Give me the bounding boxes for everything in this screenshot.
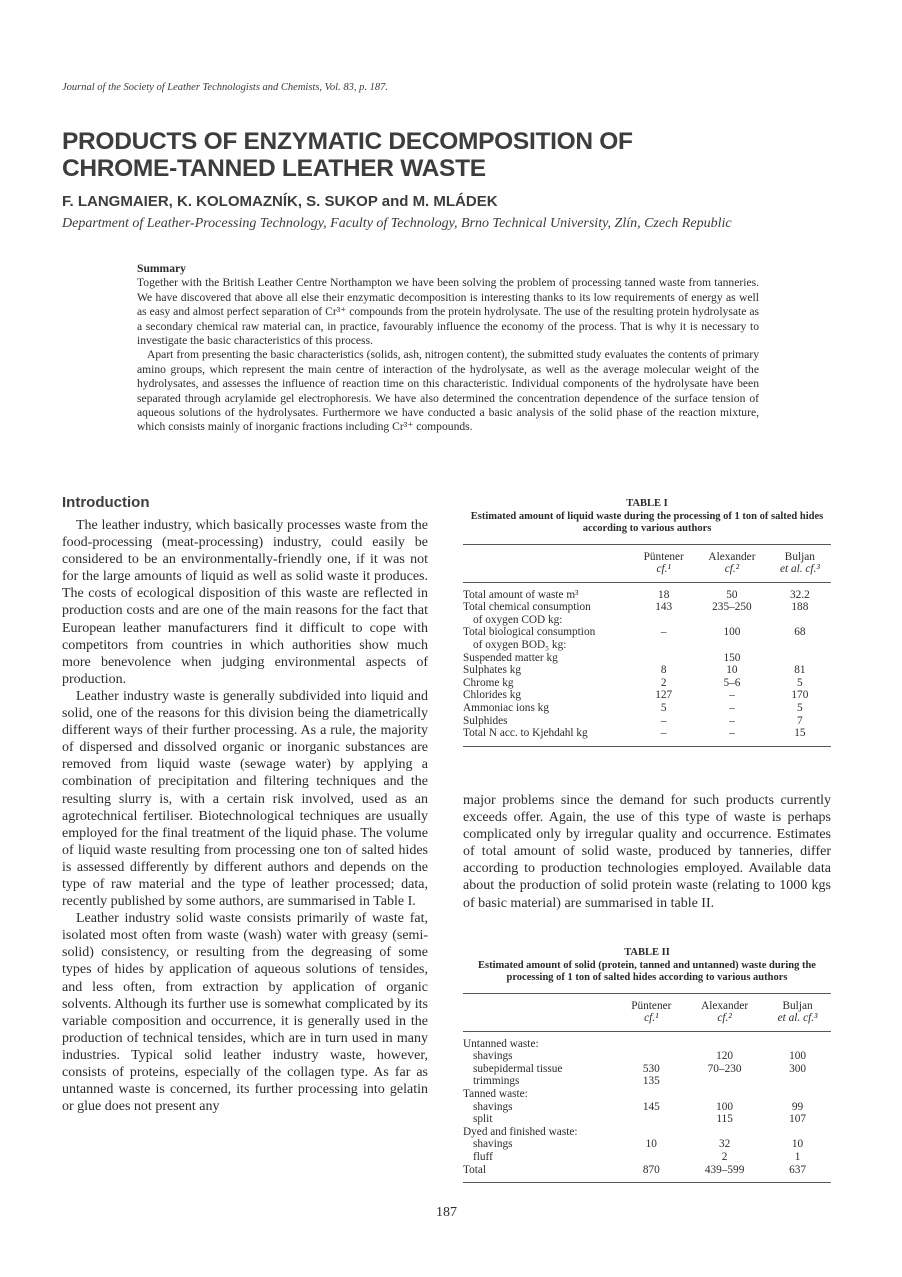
table-1-cell: 143 — [655, 601, 673, 614]
table-1-row-label — [463, 677, 632, 690]
table-2-cell — [764, 1126, 831, 1139]
table-1-row-label — [463, 582, 632, 601]
row-label-text: Suspended matter kg — [463, 651, 558, 664]
table-2-row — [463, 1050, 831, 1063]
title-line-2: CHROME-TANNED LEATHER WASTE — [62, 155, 486, 182]
table-2-cell: 145 — [642, 1100, 660, 1113]
table-2-cell: 10 — [791, 1138, 804, 1151]
table-2-cell: 99 — [791, 1100, 804, 1113]
table-1-cell: 188 — [791, 601, 809, 614]
table-1-cell: – — [729, 702, 735, 715]
table-1-cell: 100 — [723, 626, 741, 639]
table-2-row — [463, 1126, 831, 1139]
table-2-cell: 107 — [789, 1113, 807, 1126]
table-1-cell: 5 — [797, 702, 803, 715]
right-column-text — [463, 792, 831, 912]
row-label-text: Chlorides kg — [463, 689, 522, 702]
table-2-row — [463, 1113, 831, 1126]
title-line-1: PRODUCTS OF ENZYMATIC DECOMPOSITION OF — [62, 128, 633, 155]
summary-paragraph-2: Apart from presenting the basic characteristics (solids, ash, nitrogen content), the submitted study evaluates the contents of primary amino groups, which represent the main centre of interaction of the hydrolysate, as well as the average molecular weight of the hydrolysates, and assesses the influence of reaction time on this characteristic. Individual components of the hydrolysate have been separated through acrylamide gel electrophoresis. We have also determined the concentration dependence of the surface tension of aqueous solutions of the hydrolysates. Furthermore we have conducted a basic analysis of the solid phase of the reaction mixture, which consists mainly of inorganic fractions including Cr³⁺ compounds. — [137, 348, 759, 434]
table-1-cell: – — [729, 727, 735, 740]
table-1-header-col: Alexander cf.² — [708, 550, 756, 576]
table-2 — [463, 993, 831, 1184]
table-1-cell: 8 — [660, 664, 667, 677]
table-2-cell — [764, 1088, 831, 1101]
table-2-cell: 100 — [789, 1050, 807, 1063]
row-label-text: Total chemical consumption — [463, 601, 591, 614]
table-2-cell — [685, 1075, 764, 1088]
table-1-cell: 50 — [726, 588, 738, 601]
table-2-row-label: subepidermal tissue — [473, 1062, 563, 1075]
table-2-cell: 637 — [789, 1163, 807, 1176]
table-2-header-row — [463, 993, 831, 1031]
table-2-row — [463, 1164, 831, 1183]
table-2-cell: 2 — [721, 1151, 728, 1164]
table-2-row — [463, 1138, 831, 1151]
table-1-row-label — [463, 715, 632, 728]
table-1-caption: Estimated amount of liquid waste during the processing of 1 ton of salted hides according to various authors — [470, 510, 824, 534]
row-label-text: Chrome kg — [463, 676, 514, 689]
table-1-row — [463, 652, 831, 665]
table-2-row-label: Dyed and finished waste: — [463, 1125, 578, 1138]
table-2-cell — [618, 1113, 686, 1126]
row-label-text: Ammoniac ions kg — [463, 702, 549, 715]
intro-paragraph-2: Leather industry waste is generally subdivided into liquid and solid, one of the reasons for this division being the diametrically different ways of their further processing. As a rule, the majority of dispersed and dissolved organic or inorganic substances are removed from liquid waste (sewage water) by applying a combination of precipitation and filtering techniques and the resulting slurry is, with a certain risk involved, used as an agrotechnical fertiliser. Biotechnological techniques are usually employed for the final treatment of the liquid phase. The volume of liquid waste resulting from processing one ton of salted hides is assessed differently by different authors and depends on the type of raw material and the type of leather processed; data, recently published by some authors, are summarised in Table I. — [62, 688, 428, 910]
table-2-cell: 120 — [716, 1050, 734, 1063]
table-1-row — [463, 727, 831, 746]
table-2-row-label: Total — [463, 1163, 487, 1176]
table-1-header-col: Buljan et al. cf.³ — [779, 550, 820, 576]
table-1-row — [463, 677, 831, 690]
table-2-row-label: shavings — [473, 1050, 513, 1063]
table-2-cell: 300 — [789, 1062, 807, 1075]
journal-header: Journal of the Society of Leather Technologists and Chemists, Vol. 83, p. 187. — [62, 82, 388, 93]
left-column — [62, 494, 428, 1115]
table-2-label: TABLE II — [624, 947, 670, 958]
intro-paragraph-4: major problems since the demand for such products currently exceeds offer. Again, the use of this type of waste is perhaps complicated only by irregular quality and occurrence. Estimates of total amount of solid waste, produced by tanneries, differ according to production technologies employed. Available data about the production of solid protein waste (relating to 1000 kgs of basic material) are summarised in table II. — [463, 793, 831, 911]
table-2-cell — [618, 1126, 686, 1139]
table-1-row — [463, 626, 831, 651]
table-2-row — [463, 1101, 831, 1114]
authors: F. LANGMAIER, K. KOLOMAZNÍK, S. SUKOP and M. MLÁDEK — [62, 193, 498, 210]
row-label-subtext: of oxygen BOD₅ kg: — [473, 639, 567, 652]
table-2-cell: 70–230 — [707, 1062, 742, 1075]
table-2-header-col: Püntener cf.¹ — [631, 999, 672, 1025]
table-2-cell: 530 — [642, 1062, 660, 1075]
table-2-cell — [685, 1031, 764, 1050]
table-2-cell: 115 — [716, 1113, 733, 1126]
table-2-caption: Estimated amount of solid (protein, tanned and untanned) waste during the processing of 1 ton of salted hides according to various authors — [478, 959, 816, 983]
table-1-row-label — [463, 689, 632, 702]
table-1-cell — [769, 652, 831, 665]
table-2-cell: 10 — [645, 1138, 657, 1151]
table-1-row — [463, 715, 831, 728]
row-label-text: Total N acc. to Kjehdahl kg — [463, 727, 588, 740]
table-1-row — [463, 664, 831, 677]
summary-heading: Summary — [137, 262, 186, 275]
table-1-cell: 235–250 — [712, 601, 752, 614]
table-1-cell: 68 — [794, 626, 806, 639]
table-1-row-label — [463, 727, 632, 746]
table-2-cell: 100 — [716, 1100, 734, 1113]
table-1-row-label — [463, 626, 632, 651]
table-1-header-col: Püntener cf.¹ — [643, 550, 684, 576]
table-1-cell: 5–6 — [723, 676, 741, 689]
table-2-header-col: Buljan et al. cf.³ — [777, 999, 818, 1025]
table-1-cell: 5 — [797, 676, 803, 689]
table-1-cell: 18 — [658, 588, 670, 601]
table-1-row — [463, 702, 831, 715]
table-2-cell: 439–599 — [704, 1163, 745, 1176]
table-2-row — [463, 1063, 831, 1076]
table-1-cell — [632, 652, 695, 665]
table-1-cell: 10 — [726, 664, 738, 677]
table-2-row-label: Tanned waste: — [463, 1088, 528, 1101]
article-title — [62, 128, 633, 182]
table-1-cell: 7 — [797, 714, 803, 727]
table-2-row-label: trimmings — [473, 1075, 520, 1088]
table-1 — [463, 544, 831, 747]
table-1-cell: – — [660, 626, 667, 639]
table-1-cell: 127 — [655, 689, 673, 702]
table-2-row — [463, 1151, 831, 1164]
table-1-cell: – — [729, 689, 735, 702]
table-2-cell: 32 — [718, 1138, 731, 1151]
table-2-row — [463, 1031, 831, 1050]
intro-paragraph-3: Leather industry solid waste consists primarily of waste fat, isolated most often from waste (wash) water with greasy (semi-solid) consistency, or resulting from the degreasing of some types of hides by application of aqueous solutions of tensides, and less often, from extraction by application of organic solvents. Although its further use is somewhat complicated by its variable composition and occurrence, it is generally used in the production of technical tensides, which are in turn used in many industries. Typical solid leather industry waste, however, consists of proteins, especially of the collagen type. As far as untanned waste is concerned, its further processing into gelatin or glue does not present any — [62, 911, 428, 1115]
table-1-cell: 32.2 — [789, 588, 810, 601]
table-1-label: TABLE I — [626, 498, 668, 509]
table-1-cell: 5 — [660, 702, 667, 715]
summary-section — [137, 262, 759, 435]
row-label-subtext: of oxygen COD kg: — [473, 613, 563, 626]
table-1-row — [463, 582, 831, 601]
table-1-cell: – — [729, 714, 735, 727]
table-1-cell: 150 — [723, 651, 741, 664]
table-2-block — [463, 947, 831, 1183]
table-1-cell: – — [660, 727, 667, 740]
table-1-cell: 2 — [660, 676, 667, 689]
table-2-row-label: shavings — [473, 1100, 513, 1113]
summary-paragraph-1: Together with the British Leather Centre Northampton we have been solving the problem of processing tanned waste from tanneries. We have discovered that above all else their enzymatic decomposition is interesting thanks to its low requirements of energy as well as easy and almost perfect separation of Cr³⁺ compounds from the protein hydrolysate. The use of the resulting protein hydrolysate as a secondary chemical raw material can, in practice, favourably influence the economy of the process. That is why it is necessary to investigate the basic characteristics of this process. — [137, 276, 759, 348]
table-2-row — [463, 1088, 831, 1101]
table-1-header-empty — [463, 544, 632, 582]
table-2-row-label: fluff — [473, 1151, 493, 1164]
row-label-text: Sulphides — [463, 714, 508, 727]
table-2-row-label: split — [473, 1113, 493, 1126]
table-1-header-row — [463, 544, 831, 582]
table-2-cell — [764, 1031, 831, 1050]
table-1-row — [463, 601, 831, 626]
affiliation: Department of Leather-Processing Technology, Faculty of Technology, Brno Technical University, Zlín, Czech Republic — [62, 216, 732, 231]
table-2-row-label: shavings — [473, 1138, 513, 1151]
table-2-cell — [618, 1151, 686, 1164]
table-1-cell: 81 — [794, 664, 806, 677]
table-1-row-label — [463, 652, 632, 665]
table-2-cell — [618, 1088, 686, 1101]
page-number: 187 — [436, 1205, 457, 1220]
table-2-cell — [685, 1126, 764, 1139]
table-1-block — [463, 498, 831, 747]
table-1-row-label — [463, 702, 632, 715]
table-2-cell: 135 — [642, 1075, 660, 1088]
table-2-cell: 870 — [642, 1163, 660, 1176]
table-1-cell: 170 — [791, 689, 809, 702]
table-2-cell — [618, 1031, 686, 1050]
table-2-cell: 1 — [794, 1151, 801, 1164]
row-label-text: Total biological consumption — [463, 626, 596, 639]
table-1-cell: 15 — [794, 727, 806, 740]
table-1-row-label — [463, 601, 632, 626]
row-label-text: Sulphates kg — [463, 664, 522, 677]
table-2-header-empty — [463, 993, 618, 1031]
table-2-cell — [618, 1050, 686, 1063]
row-label-text: Total amount of waste m³ — [463, 588, 579, 601]
table-1-row — [463, 689, 831, 702]
table-2-row — [463, 1075, 831, 1088]
table-1-row-label — [463, 664, 632, 677]
table-2-row-label: Untanned waste: — [463, 1037, 539, 1050]
table-2-cell — [764, 1075, 831, 1088]
table-2-cell — [685, 1088, 764, 1101]
table-2-header-col: Alexander cf.² — [701, 999, 749, 1025]
introduction-heading: Introduction — [62, 494, 150, 511]
table-1-cell: – — [660, 714, 667, 727]
intro-paragraph-1: The leather industry, which basically processes waste from the food-processing (meat-processing) industry, could easily be considered to be an environmentally-friendly one, if it was not for the large amounts of liquid as well as solid waste it produces. The costs of ecological disposition of this waste are reflected in production costs and are one of the main reasons for the fact that European leather manufacturers find it difficult to cope with competitors from countries in which authorities show much more benevolence when judging environmental aspects of production. — [62, 518, 428, 687]
